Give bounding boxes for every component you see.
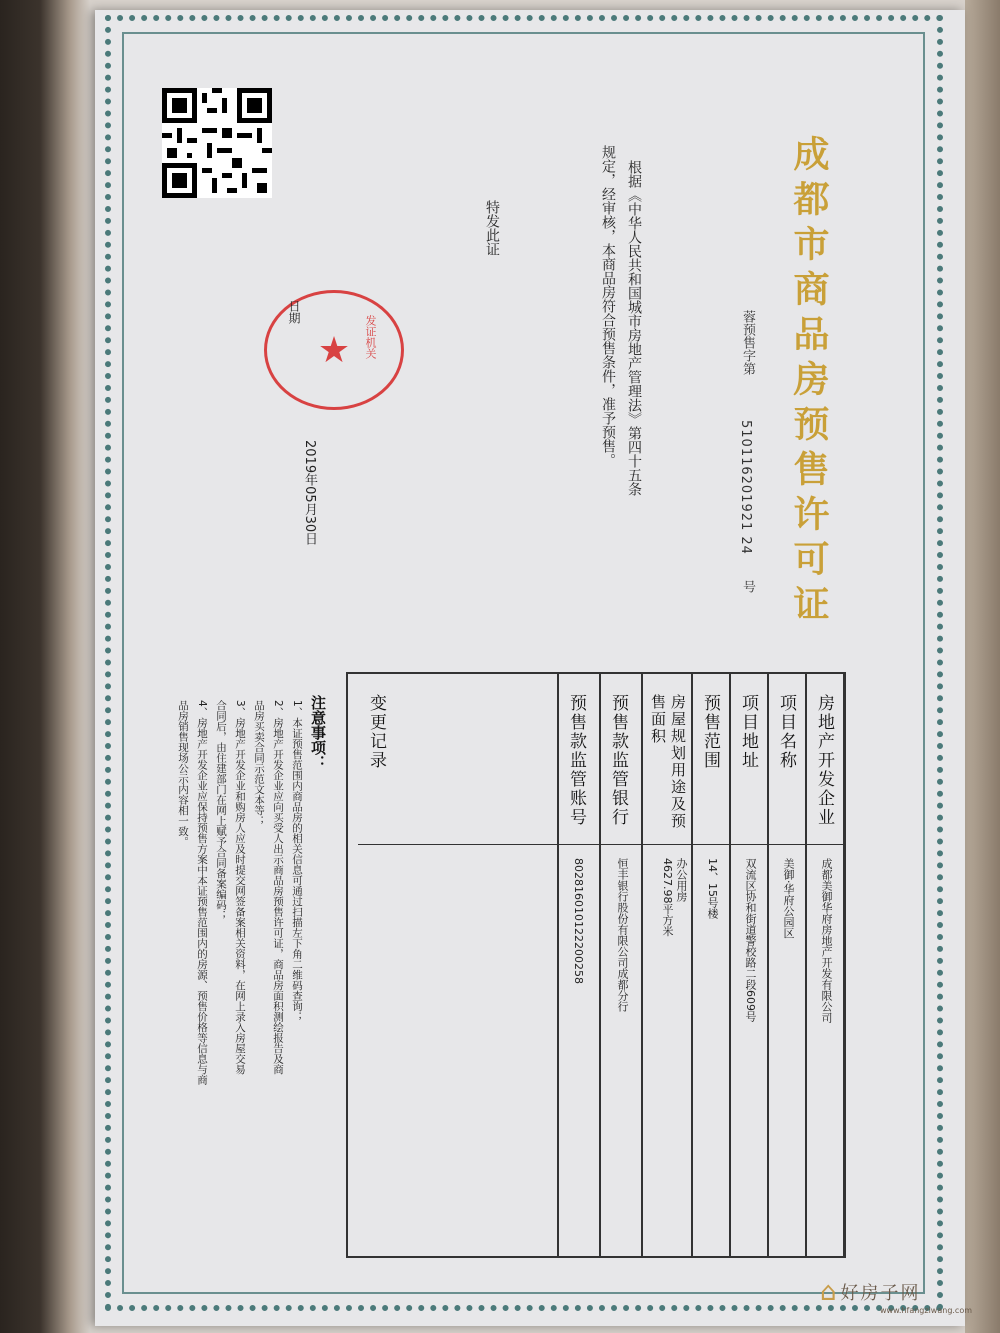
- table-row-label: 预售范围: [700, 694, 720, 770]
- seal-label: 发证机关: [364, 315, 377, 359]
- body-text-line1: 根据《中华人民共和国城市房地产管理法》第四十五条: [626, 160, 642, 496]
- note-line: 4、房地产开发企业应保持预售方案中本证预售范围内的房源、预售价格等信息与商: [196, 700, 208, 1085]
- date-label: 日期: [287, 300, 301, 324]
- cell-divider: [768, 844, 806, 845]
- cell-divider: [558, 844, 600, 845]
- cell-divider: [600, 844, 642, 845]
- cell-divider: [642, 844, 692, 845]
- table-row-value: 14、15号楼: [706, 858, 719, 919]
- certificate-title: 成都市商品房预售许可证: [788, 135, 829, 630]
- cell-divider: [358, 844, 558, 845]
- table-row-value: 恒丰银行股份有限公司成都分行: [616, 858, 629, 1012]
- table-row-label: 变更记录: [366, 694, 386, 770]
- table-row-value: 办公用房 4627.98平方米: [661, 858, 688, 937]
- table-row-value: 双流区协和街道警校路二段609号: [744, 858, 757, 1022]
- permit-prefix: 蓉预售字第: [740, 310, 755, 375]
- qr-code-icon: [162, 88, 272, 198]
- cell-divider: [692, 844, 730, 845]
- issue-date: 2019年05月30日: [302, 440, 317, 546]
- table-row-label: 房地产开发企业: [814, 694, 834, 827]
- note-line: 合同后，由住建部门在网上赋予合同备案编码；: [215, 700, 227, 921]
- table-row-label: 预售款监管账号: [566, 694, 586, 827]
- table-row-label: 项目地址: [738, 694, 758, 770]
- permit-number: 510116201921 24: [738, 420, 753, 555]
- note-line: 2、房地产开发企业应向买受人出示商品房预售许可证，商品房面积测绘报告及商: [272, 700, 284, 1075]
- watermark-text: 好房子网: [840, 1283, 921, 1304]
- official-seal: [264, 290, 404, 410]
- table-row-label: 房屋规划用途及预售面积: [649, 694, 687, 830]
- issue-phrase: 特发此证: [484, 200, 500, 256]
- note-line: 品房销售现场公示内容相一致。: [177, 700, 189, 847]
- note-line: 3、房地产开发企业和购房人应及时提交网签备案相关资料，在网上录入房屋交易: [234, 700, 246, 1075]
- table-row-label: 项目名称: [776, 694, 796, 770]
- table-row-value: 802816010122200258: [572, 858, 585, 984]
- background-edge: [965, 0, 1000, 1333]
- table-row-label: 预售款监管银行: [608, 694, 628, 827]
- cell-divider: [730, 844, 768, 845]
- table-row-value: 美御·华府公园区: [782, 858, 795, 939]
- permit-suffix: 号: [740, 580, 755, 593]
- watermark-url: www.hfangziwang.com: [880, 1306, 973, 1315]
- table-row-value: 成都美御华府房地产开发有限公司: [820, 858, 833, 1023]
- info-table: [346, 672, 846, 1258]
- note-line: 品房买卖合同示范文本等；: [253, 700, 265, 826]
- body-text-line2: 规定，经审核，本商品房符合预售条件，准予预售。: [600, 145, 616, 467]
- cell-divider: [806, 844, 844, 845]
- notes-title: 注意事项：: [309, 695, 327, 770]
- house-icon: ⌂: [820, 1277, 837, 1307]
- note-line: 1、本证预售范围内商品房的相关信息可通过扫描左下角二维码查询；: [291, 700, 303, 1022]
- star-icon: ★: [317, 329, 351, 371]
